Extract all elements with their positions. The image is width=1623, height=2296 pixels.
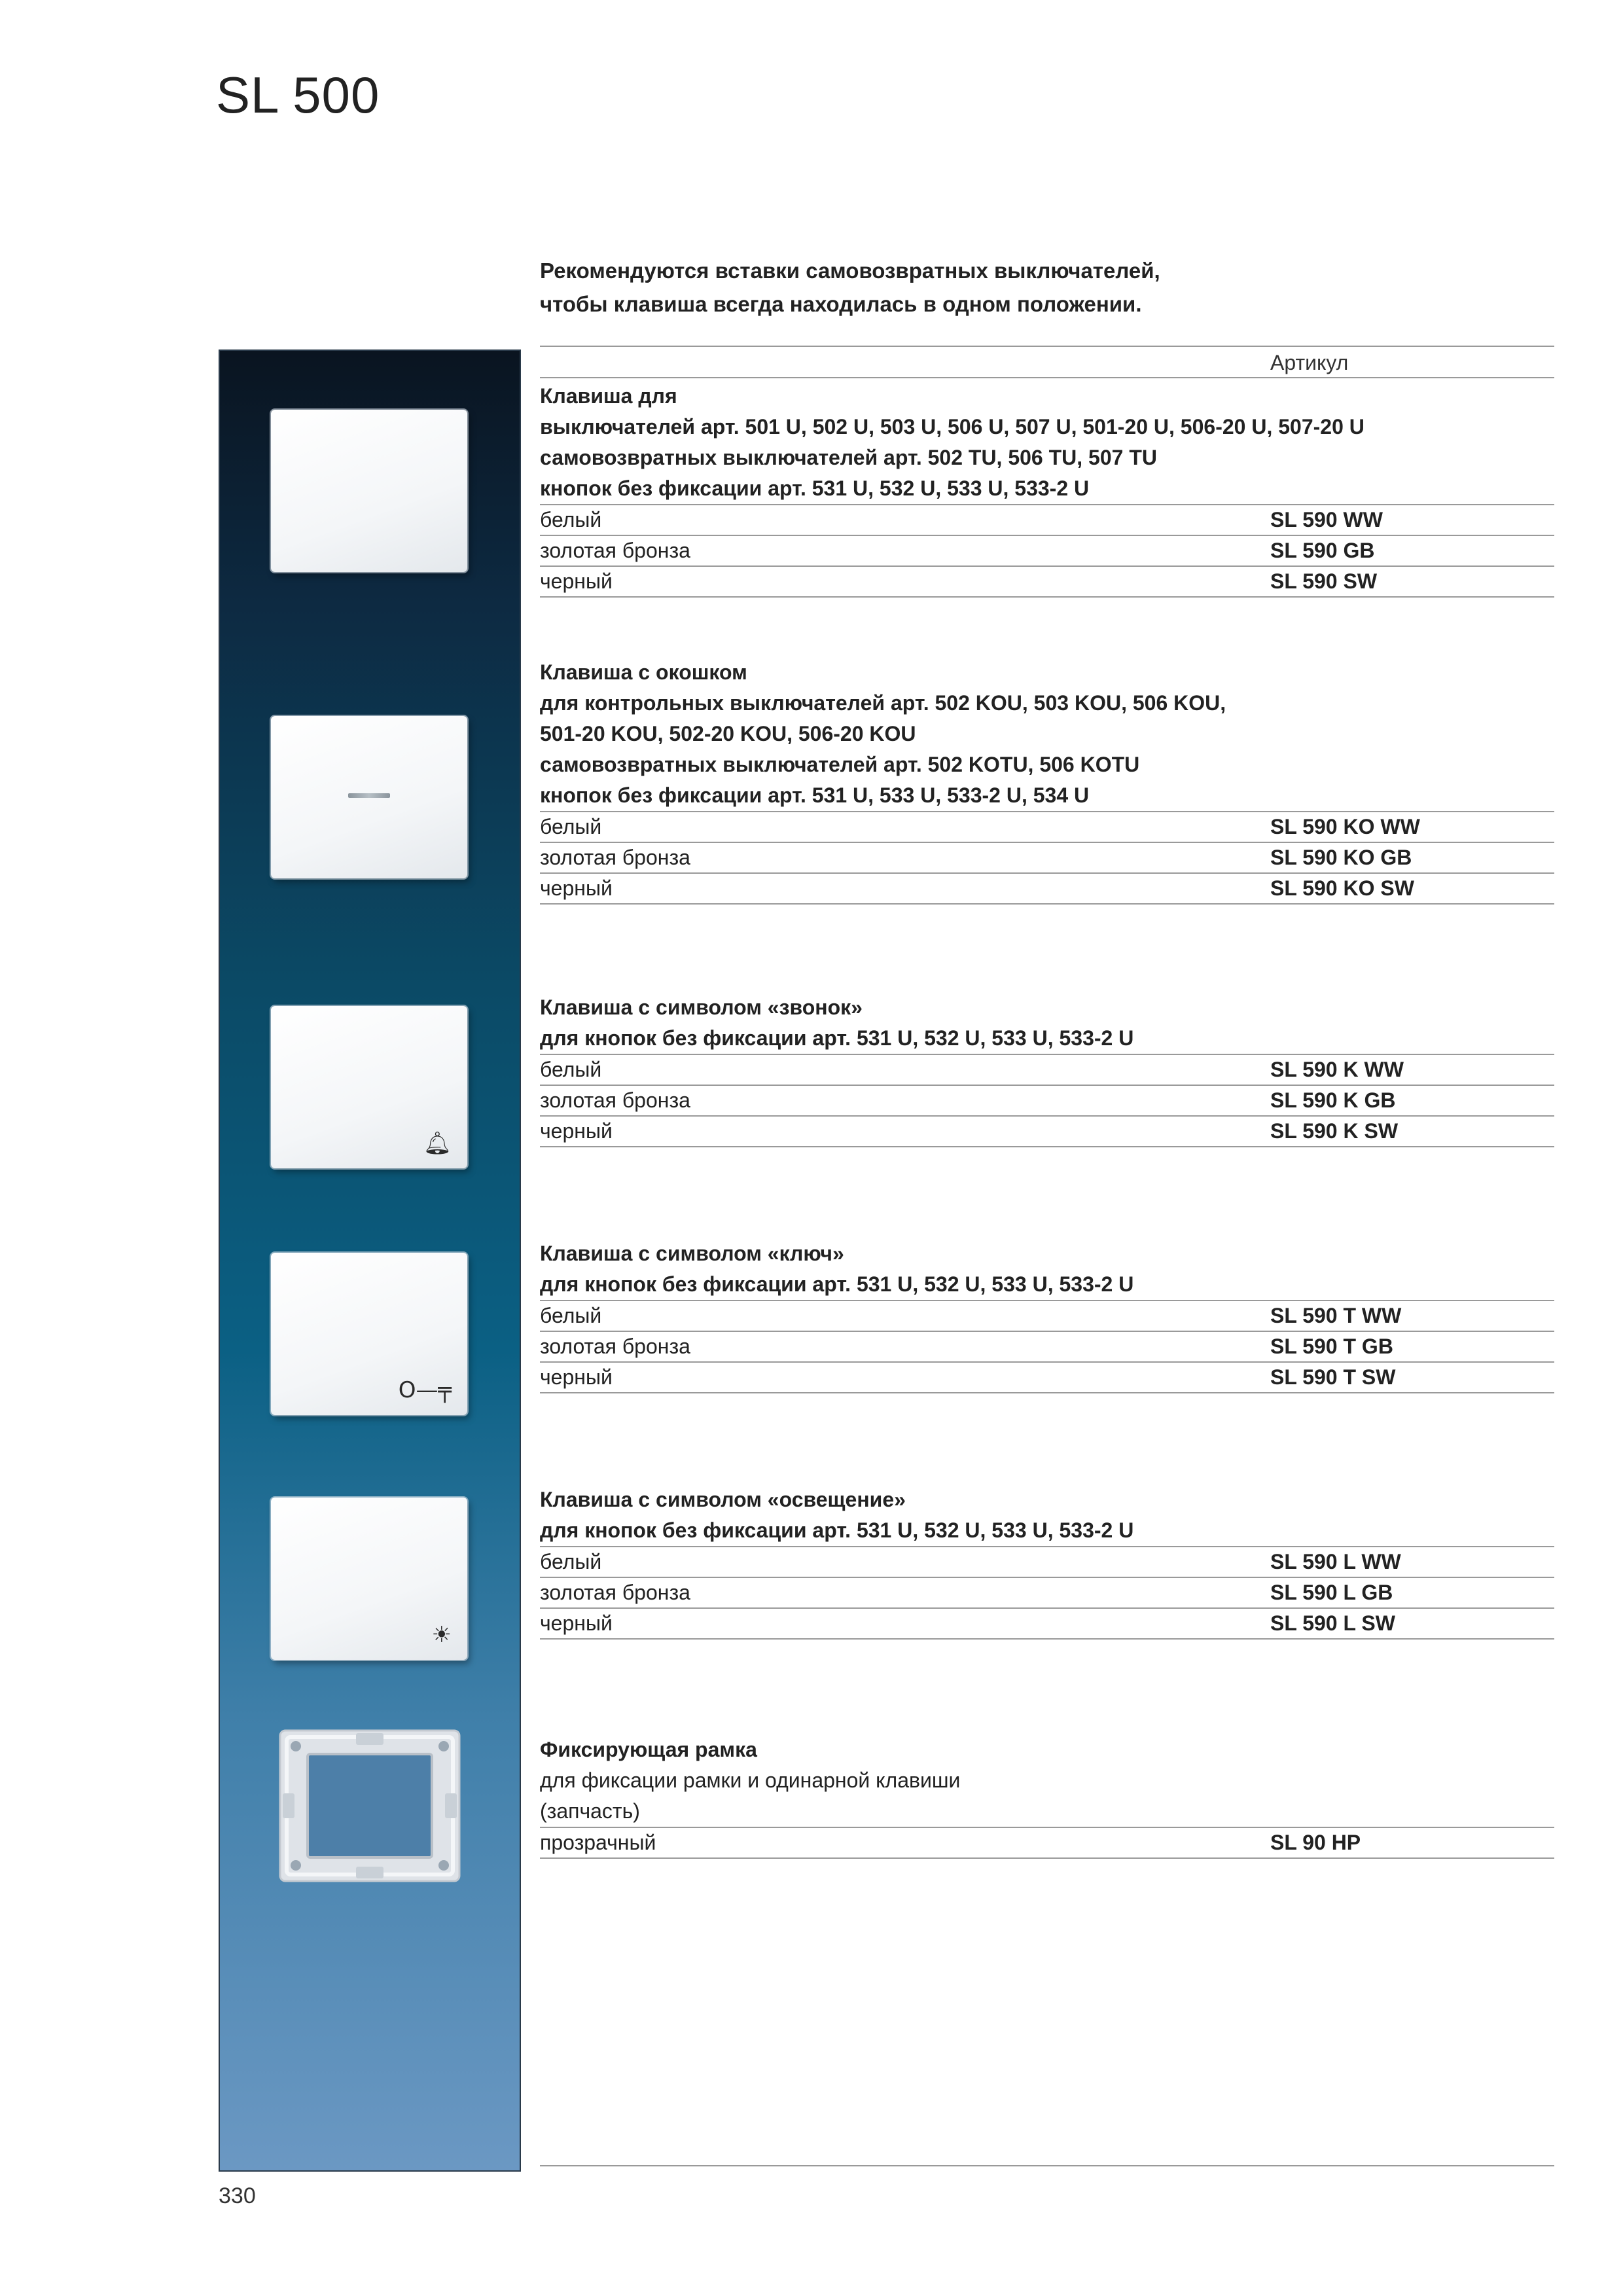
section-description: для фиксации рамки и одинарной клавиши xyxy=(540,1768,961,1792)
table-row xyxy=(540,1054,1554,1085)
table-row xyxy=(540,1115,1554,1147)
article-column-header: Артикул xyxy=(1270,351,1349,374)
article-cell: SL 590 GB xyxy=(1270,539,1375,562)
table-row xyxy=(540,811,1554,842)
table-row xyxy=(540,1085,1554,1115)
table-row xyxy=(540,872,1554,905)
color-cell: белый xyxy=(540,1058,602,1081)
section-heading: для кнопок без фиксации арт. 531 U, 532 U, 533 U, 533-2 U xyxy=(540,1272,1134,1296)
color-cell: черный xyxy=(540,1611,613,1635)
color-cell: белый xyxy=(540,815,602,838)
color-cell: черный xyxy=(540,1365,613,1389)
color-cell: белый xyxy=(540,1550,602,1573)
article-cell: SL 590 KO GB xyxy=(1270,846,1412,869)
article-cell: SL 90 HP xyxy=(1270,1831,1361,1854)
indicator-window xyxy=(348,793,390,798)
product-section xyxy=(540,1484,1554,1640)
table-row xyxy=(540,1300,1554,1331)
article-cell: SL 590 L GB xyxy=(1270,1581,1393,1604)
color-cell: золотая бронза xyxy=(540,1335,690,1358)
section-heading: для кнопок без фиксации арт. 531 U, 532 U, 533 U, 533-2 U xyxy=(540,1518,1134,1542)
section-heading: Клавиша для xyxy=(540,384,677,408)
article-cell: SL 590 SW xyxy=(1270,569,1378,593)
article-cell: SL 590 T WW xyxy=(1270,1304,1402,1327)
article-cell: SL 590 K WW xyxy=(1270,1058,1404,1081)
color-cell: черный xyxy=(540,876,613,900)
table-row xyxy=(540,1607,1554,1640)
table-row xyxy=(540,504,1554,535)
section-heading: для контрольных выключателей арт. 502 KOU, 503 KOU, 506 KOU, xyxy=(540,691,1226,715)
section-heading: Фиксирующая рамка xyxy=(540,1738,757,1761)
product-section xyxy=(540,381,1554,598)
intro-text xyxy=(540,254,1456,321)
product-section xyxy=(540,657,1554,905)
color-cell: золотая бронза xyxy=(540,1088,690,1112)
color-cell: золотая бронза xyxy=(540,1581,690,1604)
section-heading: для кнопок без фиксации арт. 531 U, 532 U, 533 U, 533-2 U xyxy=(540,1026,1134,1050)
table-header xyxy=(540,346,1554,378)
fixing-frame-image xyxy=(277,1728,462,1884)
intro-line: Рекомендуются вставки самовозвратных выключателей, xyxy=(540,259,1160,283)
section-heading: выключателей арт. 501 U, 502 U, 503 U, 506 U, 507 U, 501-20 U, 506-20 U, 507-20 U xyxy=(540,415,1364,439)
key-icon: O—╤ xyxy=(398,1377,452,1403)
table-row xyxy=(540,1827,1554,1859)
product-section xyxy=(540,1734,1554,1859)
article-cell: SL 590 L WW xyxy=(1270,1550,1401,1573)
table-row xyxy=(540,842,1554,872)
section-heading: Клавиша с символом «звонок» xyxy=(540,996,863,1019)
product-section xyxy=(540,992,1554,1147)
table-row xyxy=(540,1546,1554,1577)
article-cell: SL 590 K SW xyxy=(1270,1119,1399,1143)
color-cell: белый xyxy=(540,508,602,531)
color-cell: золотая бронза xyxy=(540,846,690,869)
intro-line: чтобы клавиша всегда находилась в одном положении. xyxy=(540,292,1142,316)
color-cell: белый xyxy=(540,1304,602,1327)
footer-divider xyxy=(540,2165,1554,2166)
article-cell: SL 590 T SW xyxy=(1270,1365,1396,1389)
table-row xyxy=(540,1577,1554,1607)
section-heading: самовозвратных выключателей арт. 502 TU, 506 TU, 507 TU xyxy=(540,446,1157,469)
table-row xyxy=(540,1331,1554,1361)
page-number: 330 xyxy=(219,2183,256,2208)
table-row xyxy=(540,1361,1554,1393)
rocker-plate-bell-image xyxy=(271,1006,467,1168)
rocker-plate-window-image xyxy=(271,716,467,878)
page-title: SL 500 xyxy=(216,66,380,124)
section-description: (запчасть) xyxy=(540,1799,640,1823)
color-cell: черный xyxy=(540,1119,613,1143)
section-heading: самовозвратных выключателей арт. 502 KOTU, 506 KOTU xyxy=(540,753,1140,776)
section-heading: кнопок без фиксации арт. 531 U, 532 U, 533 U, 533-2 U xyxy=(540,476,1090,500)
color-cell: черный xyxy=(540,569,613,593)
section-heading: Клавиша с окошком xyxy=(540,660,747,684)
color-cell: прозрачный xyxy=(540,1831,656,1854)
light-icon: ☀ xyxy=(431,1622,452,1648)
table-row xyxy=(540,565,1554,598)
table-row xyxy=(540,535,1554,565)
section-heading: Клавиша с символом «ключ» xyxy=(540,1242,844,1265)
section-heading: кнопок без фиксации арт. 531 U, 533 U, 533-2 U, 534 U xyxy=(540,783,1090,807)
color-cell: золотая бронза xyxy=(540,539,690,562)
rocker-plate-light-image xyxy=(271,1498,467,1660)
product-section xyxy=(540,1238,1554,1393)
section-heading: 501-20 KOU, 502-20 KOU, 506-20 KOU xyxy=(540,722,916,745)
article-cell: SL 590 T GB xyxy=(1270,1335,1393,1358)
rocker-plate-key-image xyxy=(271,1253,467,1415)
bell-icon: 🔔︎ xyxy=(423,1130,452,1157)
article-cell: SL 590 WW xyxy=(1270,508,1383,531)
article-cell: SL 590 K GB xyxy=(1270,1088,1396,1112)
article-cell: SL 590 KO WW xyxy=(1270,815,1420,838)
article-cell: SL 590 L SW xyxy=(1270,1611,1395,1635)
rocker-plate-image xyxy=(271,410,467,572)
section-heading: Клавиша с символом «освещение» xyxy=(540,1488,906,1511)
article-cell: SL 590 KO SW xyxy=(1270,876,1414,900)
